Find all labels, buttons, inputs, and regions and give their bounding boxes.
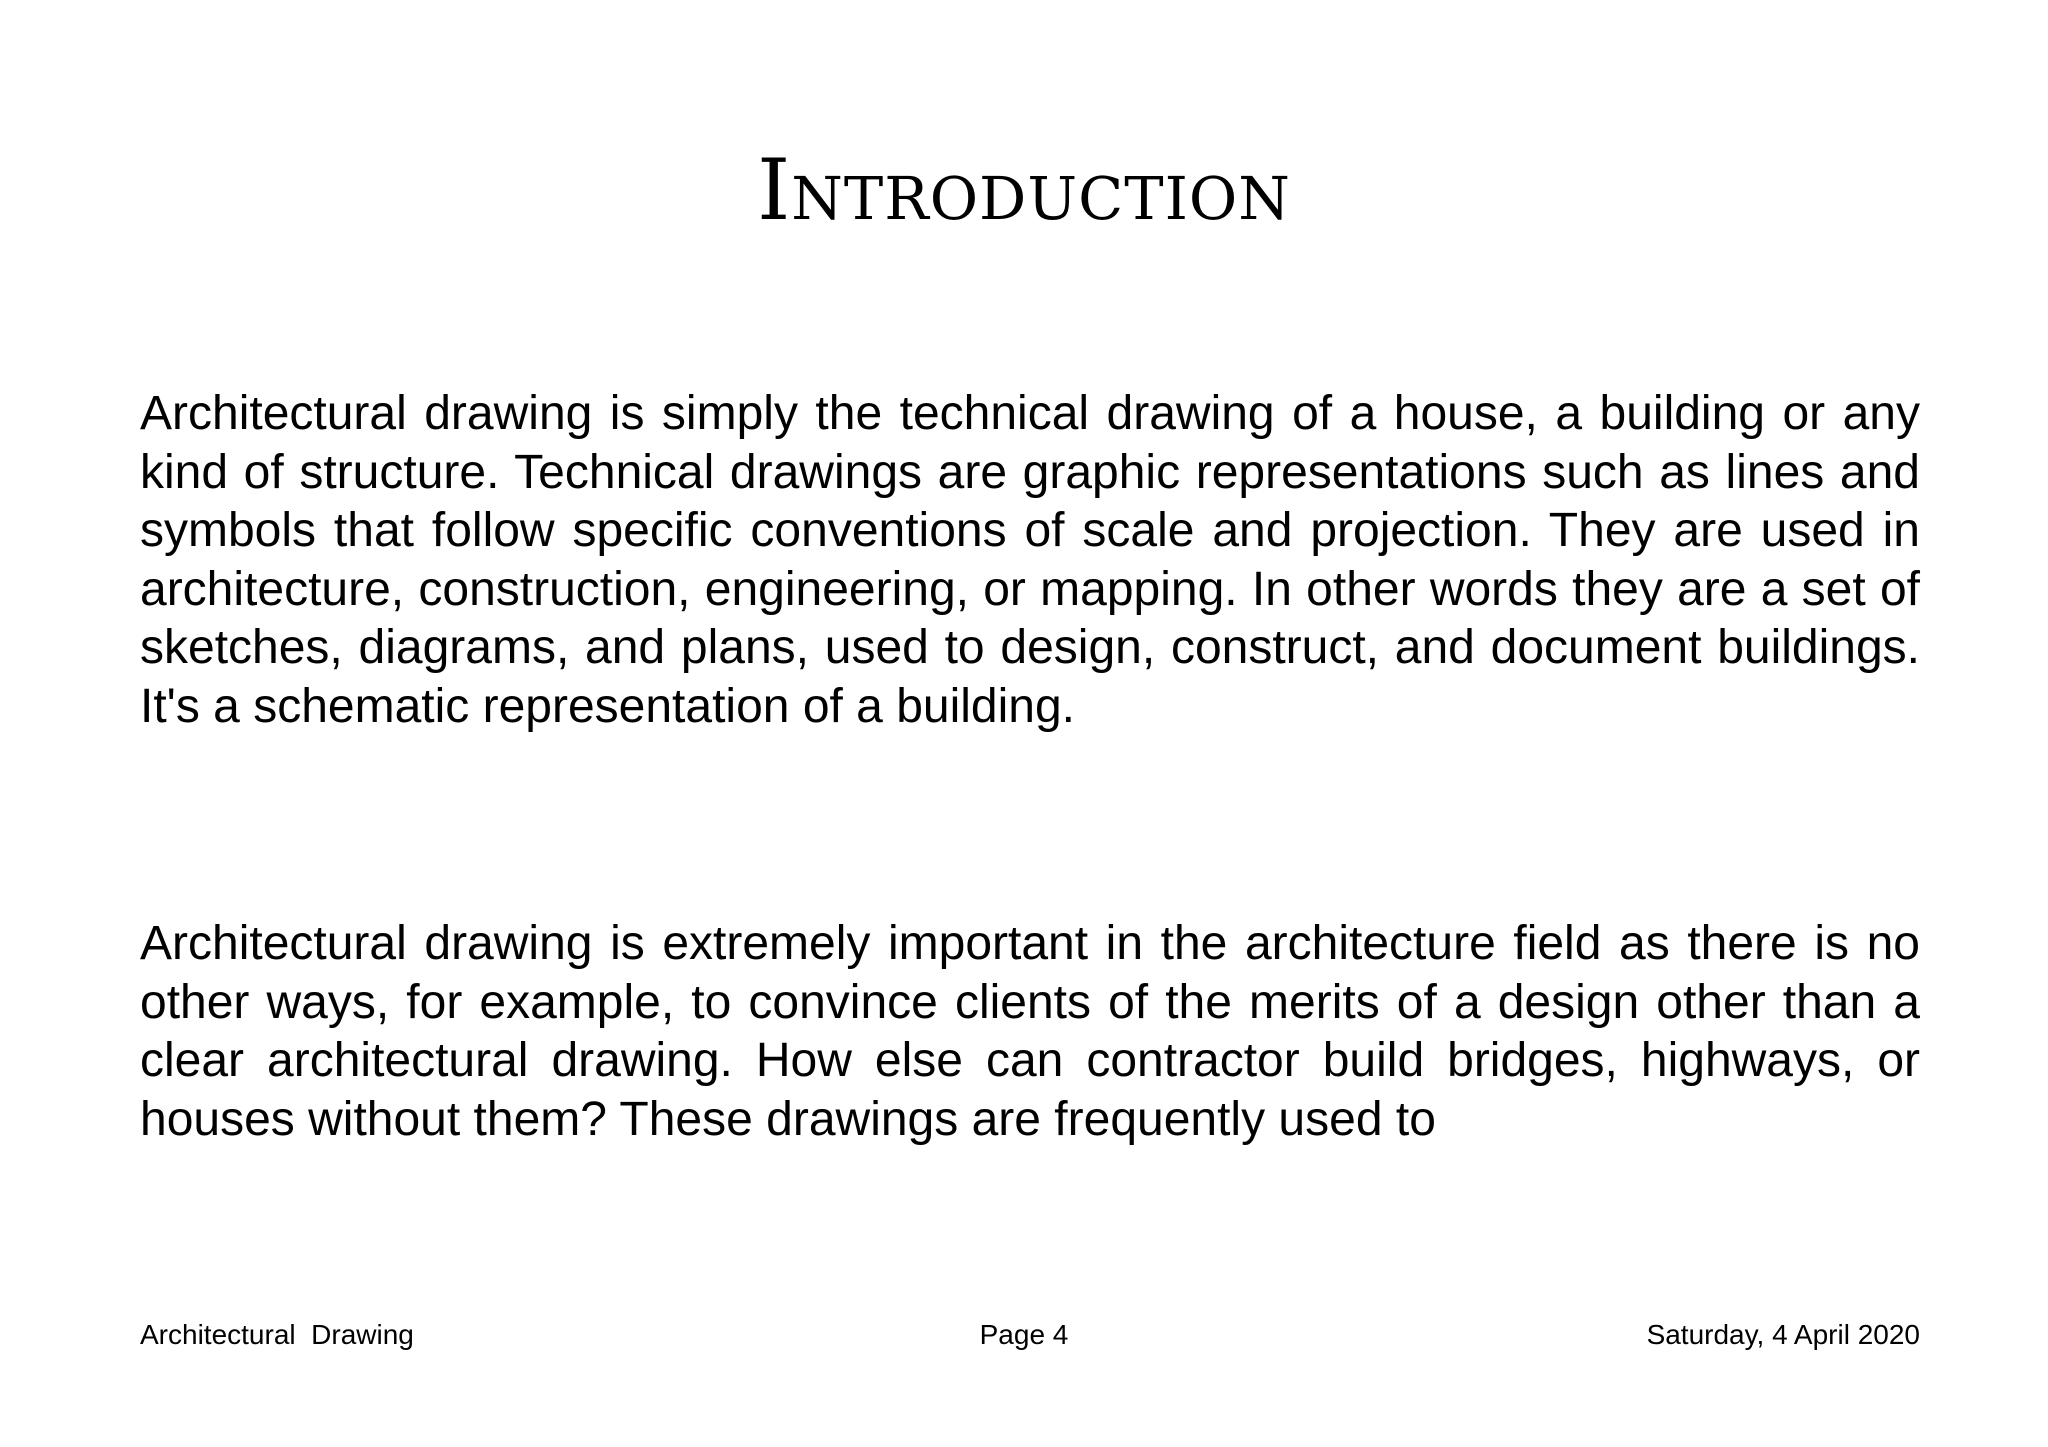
footer-document-title: Architectural Drawing bbox=[140, 1319, 414, 1350]
footer-date: Saturday, 4 April 2020 bbox=[1646, 1319, 1920, 1350]
page-title: Introduction bbox=[757, 141, 1291, 239]
footer-page-number: Page 4 bbox=[979, 1319, 1069, 1350]
body-paragraph-2: Architectural drawing is extremely important in the architecture field as there is no other ways, for example, to convince clients of the merits of a design other than a clear architectural drawing. How else can contractor build bridges, highways, or houses without them? These drawings are frequently used to bbox=[140, 917, 1920, 1146]
body-paragraph-1: Architectural drawing is simply the technical drawing of a house, a building or any kind of structure. Technical drawings are graphic representations such as lines and symbols that follow specific conventions of scale and projection. They are used in architecture, construction, engineering, or mapping. In other words they are a set of sketches, diagrams, and plans, used to design, construct, and document buildings. It's a schematic representation of a building. bbox=[140, 387, 1920, 733]
